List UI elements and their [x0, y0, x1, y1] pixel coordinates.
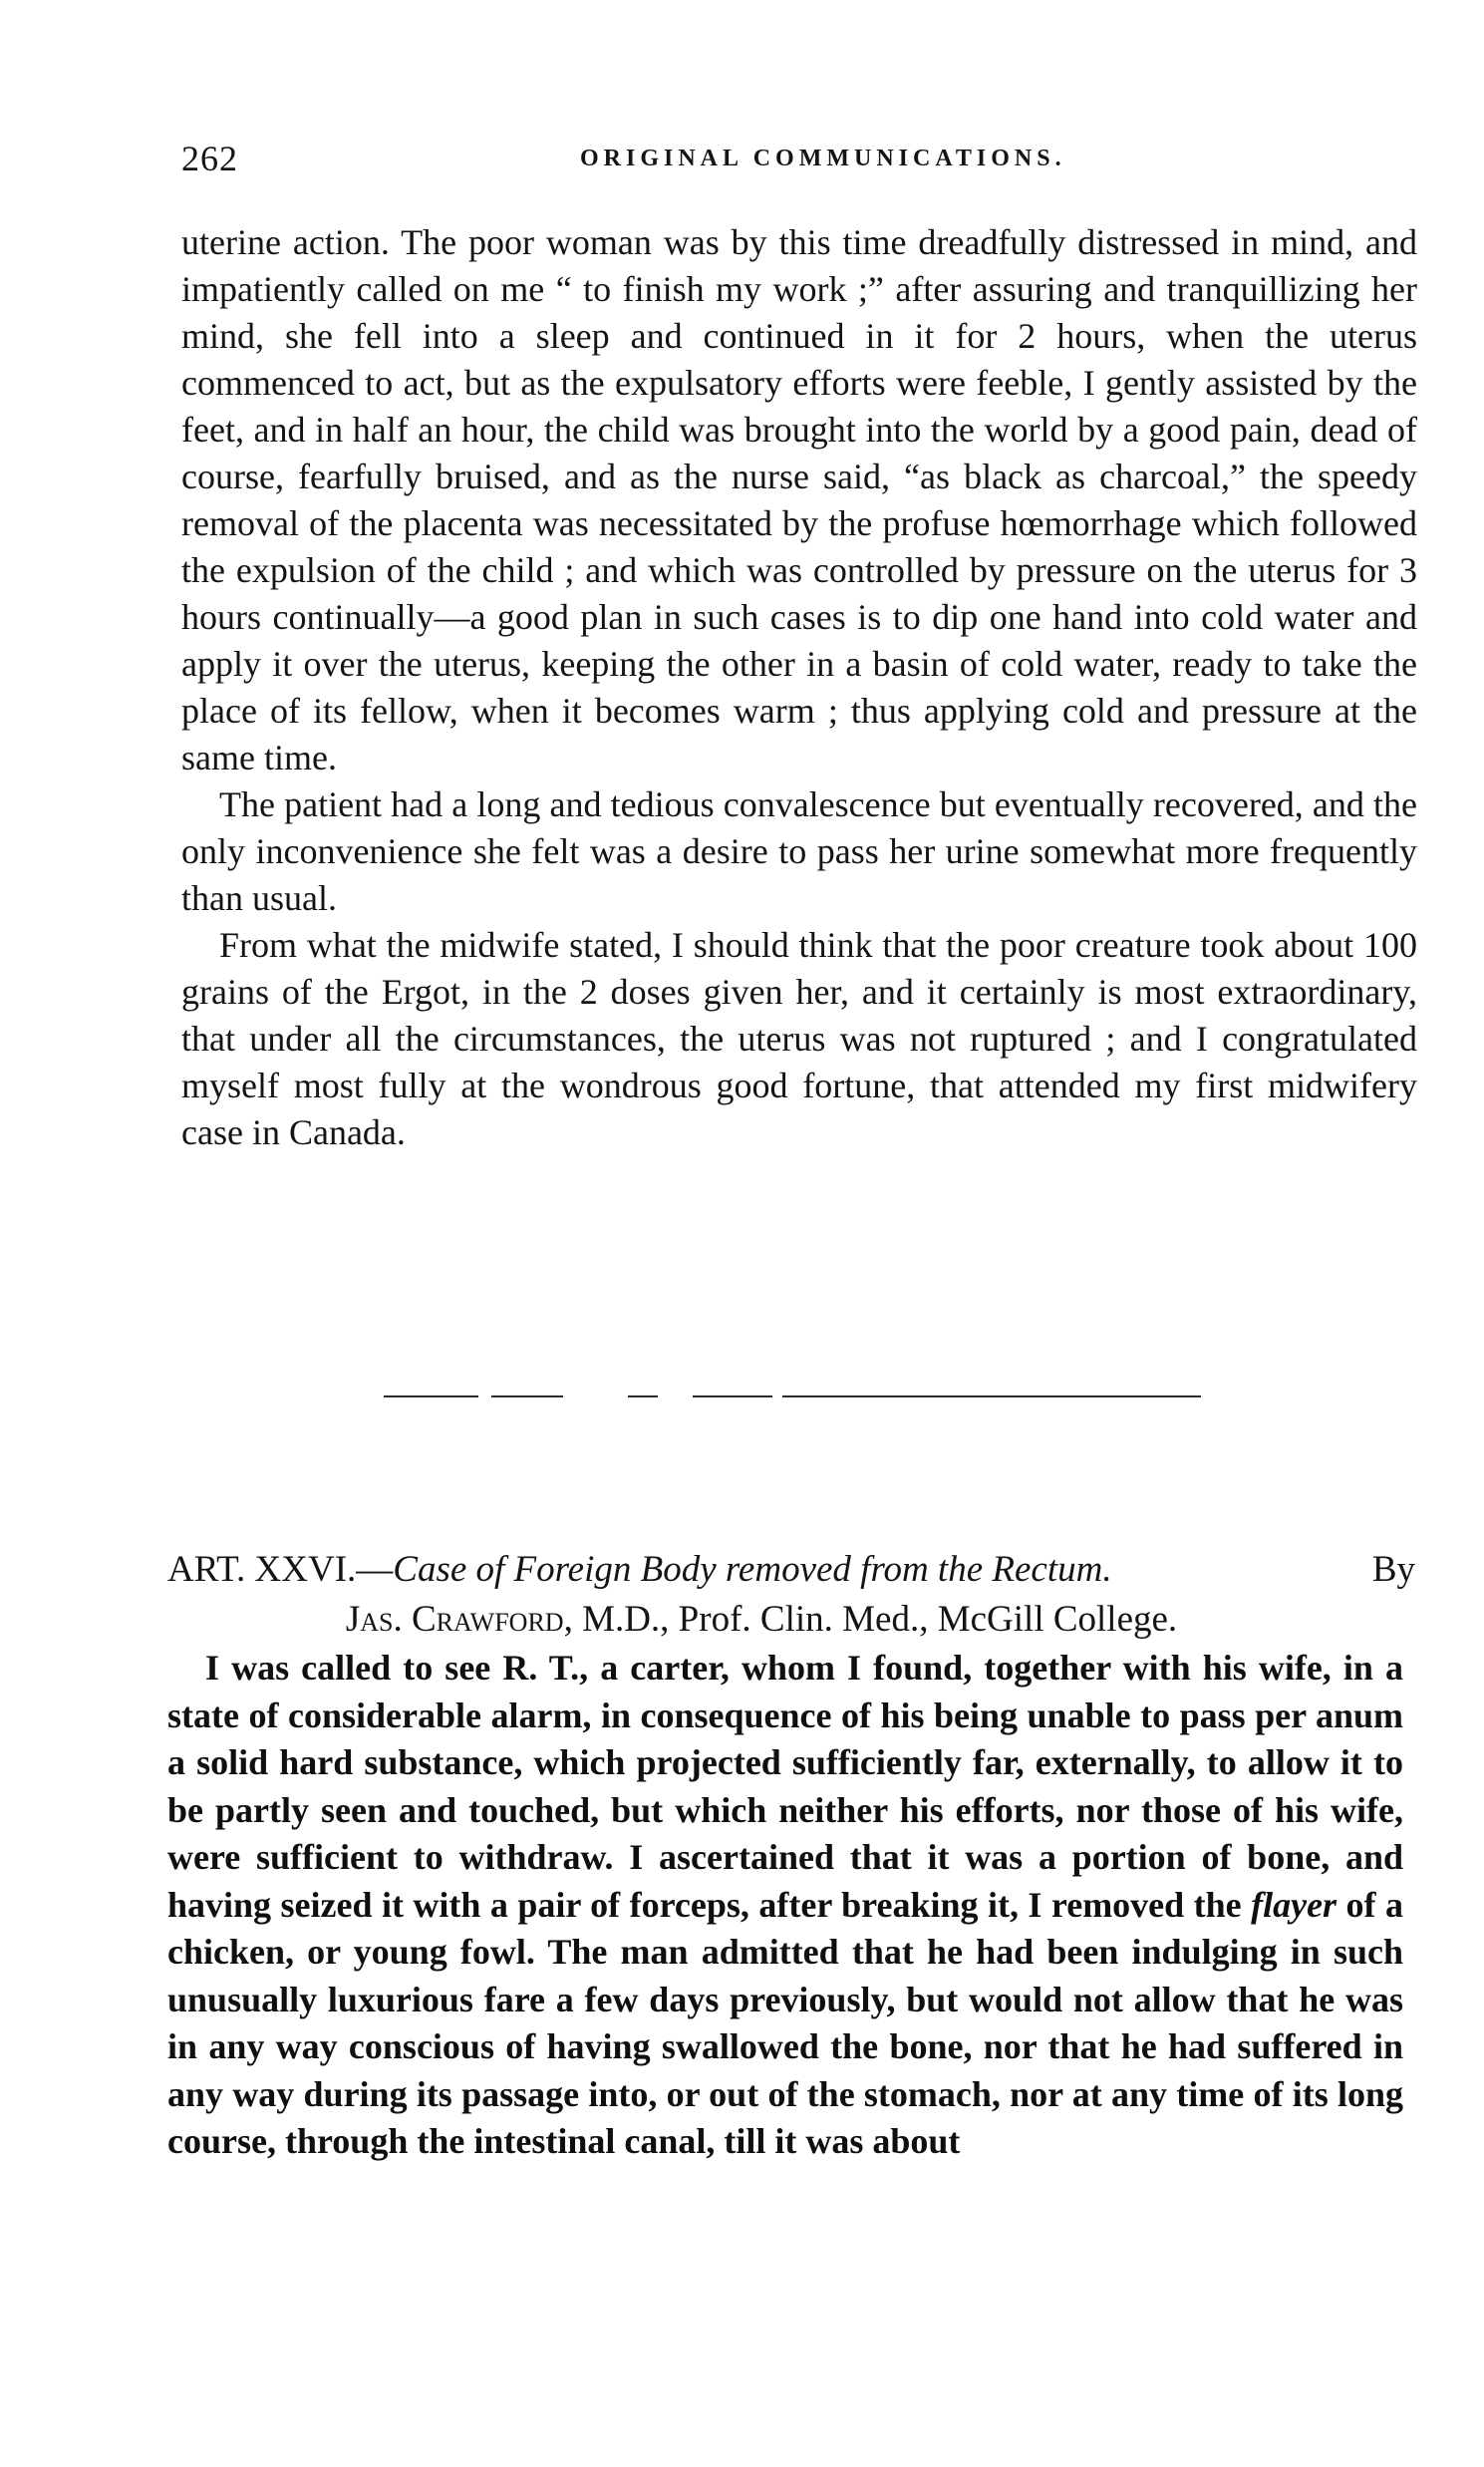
paragraph-text: of a chicken, or young fowl. The man admitted that he had been indulging in such unusually luxurious fare a few days previously, but would not allow that he was in any way conscious of having swallowed the bone, nor that he had suffered in any way during its passage into, or out of the stomach, nor at any time of its long course, through the intestinal canal, till it was about [167, 1884, 1403, 2161]
italic-term: flayer [1251, 1884, 1337, 1925]
rule-segment [384, 1395, 478, 1397]
article-title-group [167, 1545, 1112, 1595]
rule-segment [782, 1395, 1201, 1397]
continued-article-text [181, 219, 1417, 1156]
running-head: ORIGINAL COMMUNICATIONS. [580, 146, 1066, 171]
article-author-line [167, 1595, 1415, 1645]
section-separator-rule [384, 1395, 1201, 1399]
rule-segment [491, 1395, 563, 1397]
paragraph: The patient had a long and tedious convalescence but eventually recovered, and the only inconvenience she felt was a desire to pass her urine somewhat more frequently than usual. [181, 784, 1417, 918]
paragraph: uterine action. The poor woman was by this time dreadfully distressed in mind, and impatiently called on me “ to finish my work ;” after assuring and tranquillizing her mind, she fell into a sleep and continued in it for 2 hours, when the uterus commenced to act, but as the expulsatory efforts were feeble, I gently assisted by the feet, and in half an hour, the child was brought into the world by a good pain, dead of course, fearfully bruised, and as the nurse said, “as black as charcoal,” the speedy removal of the placenta was necessitated by the profuse hœmorrhage which followed the expulsion of the child ; and which was controlled by pressure on the uterus for 3 hours continually—a good plan in such cases is to dip one hand into cold water and apply it over the uterus, keeping the other in a basin of cold water, ready to take the place of its fellow, when it becomes warm ; thus applying cold and pressure at the same time. [181, 222, 1417, 777]
page-number: 262 [181, 139, 238, 178]
article-heading-line [167, 1545, 1415, 1595]
paragraph-text: I was called to see R. T., a carter, whom I found, together with his wife, in a state of considerable alarm, in consequence of his being unable to pass per anum a solid hard substance, which projected sufficiently far, externally, to allow it to be partly seen and touched, but which neither his efforts, nor those of his wife, were sufficient to withdraw. I ascertained that it was a portion of bone, and having seized it with a pair of forceps, after breaking it, I removed the [167, 1648, 1403, 1925]
rule-segment [628, 1395, 658, 1397]
article-title: Case of Foreign Body removed from the Rectum. [393, 1549, 1112, 1590]
author-name: Jas. Crawford [345, 1599, 564, 1640]
article-body [167, 1645, 1403, 2166]
paragraph [167, 1645, 1403, 2166]
article-heading [167, 1545, 1415, 1645]
article-by: By [1371, 1549, 1415, 1590]
author-credentials: , M.D., Prof. Clin. Med., McGill College. [563, 1599, 1178, 1640]
rule-segment [693, 1395, 772, 1397]
article-number: ART. XXVI.— [167, 1549, 394, 1590]
page-header [181, 138, 1417, 187]
paragraph: From what the midwife stated, I should think that the poor creature took about 100 grains of the Ergot, in the 2 doses given her, and it certainly is most extraordinary, that under all the circumstances, the uterus was not ruptured ; and I congratulated myself most fully at the wondrous good fortune, that attended my first midwifery case in Canada. [181, 925, 1417, 1152]
